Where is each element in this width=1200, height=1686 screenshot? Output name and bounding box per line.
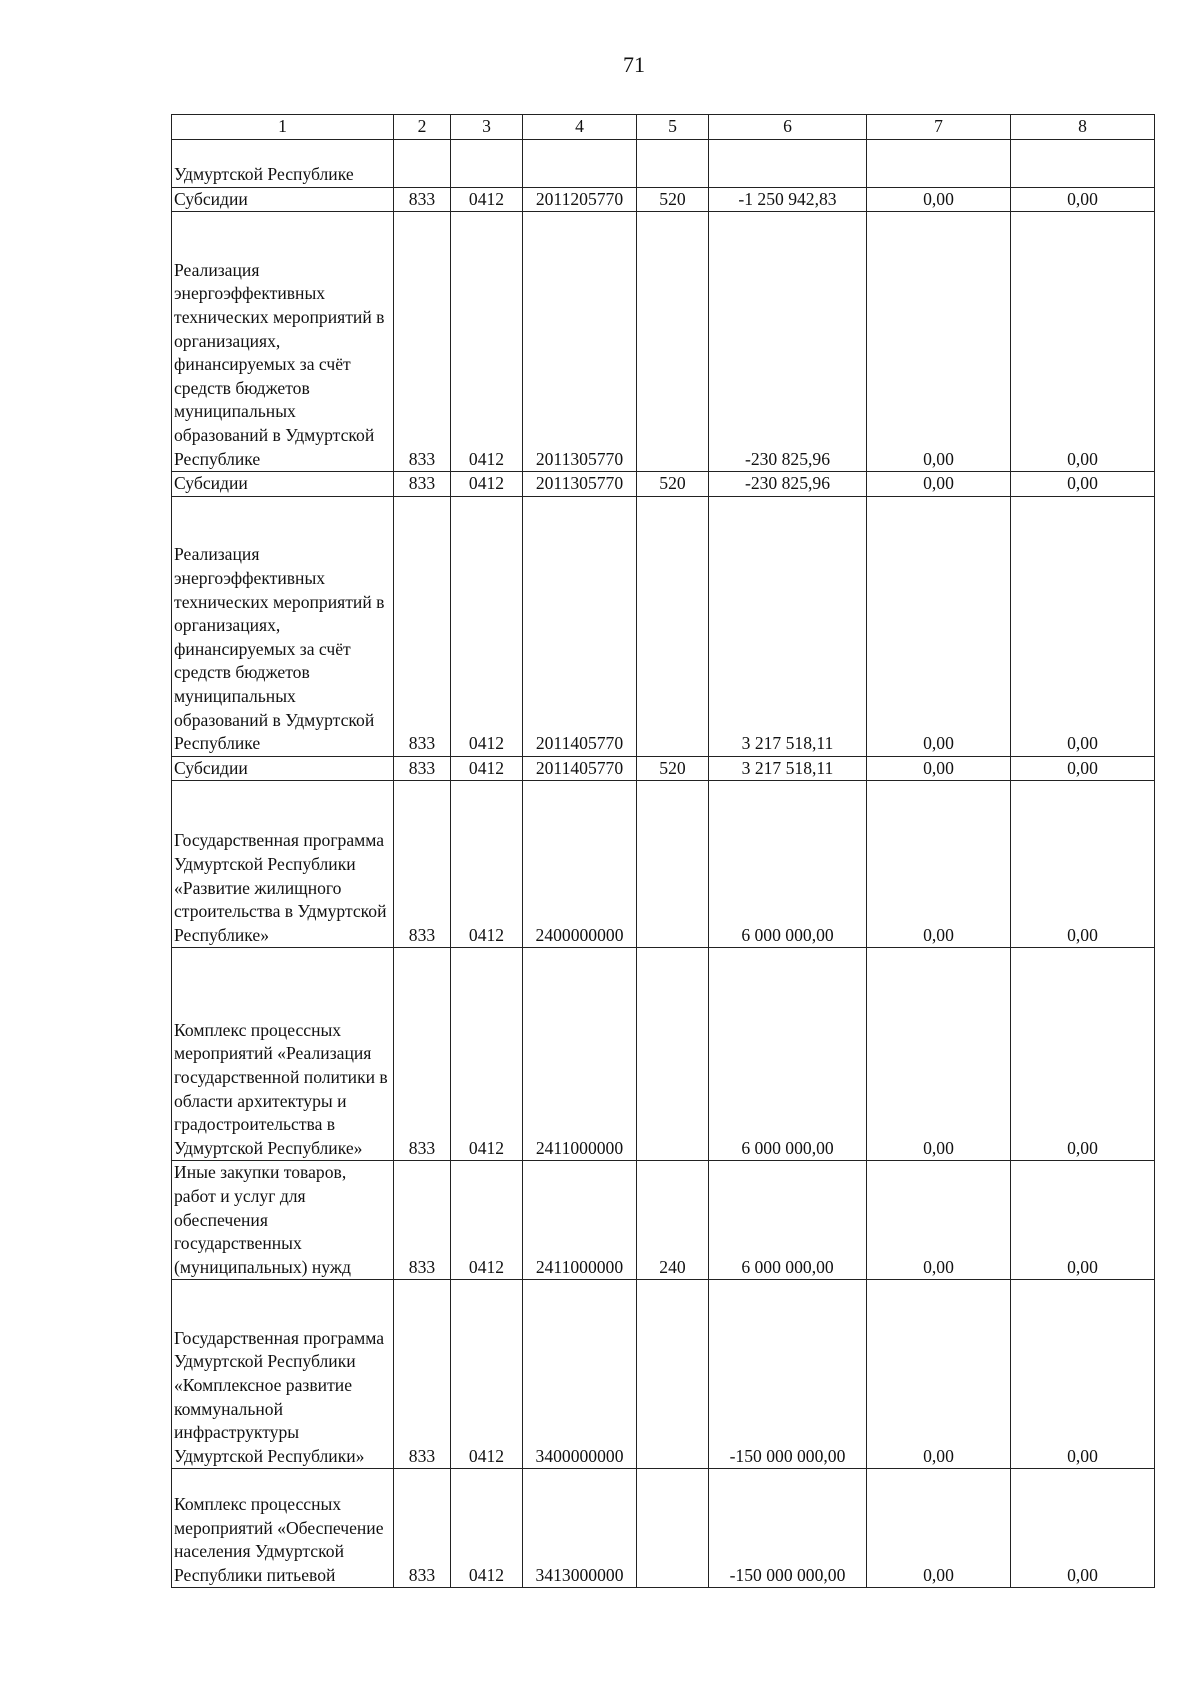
table-row — [172, 1469, 1155, 1588]
cell-amount: 0,00 — [867, 756, 1011, 781]
table-row — [172, 139, 1155, 187]
cell-amount: 0,00 — [1011, 1469, 1155, 1588]
cell-amount: 0,00 — [1011, 187, 1155, 212]
column-number-row — [172, 115, 1155, 140]
cell-target-code: 2011205770 — [523, 187, 637, 212]
cell-target-code: 2411000000 — [523, 948, 637, 1161]
cell-section-code: 0412 — [451, 1280, 523, 1469]
item-name: Удмуртской Республике — [172, 139, 394, 187]
item-name: Государственная программа Удмуртской Республики «Комплексное развитие коммунальной инфраструктуры Удмуртской Республики» — [172, 1280, 394, 1469]
cell-amount: 0,00 — [1011, 781, 1155, 948]
cell-section-code: 0412 — [451, 1469, 523, 1588]
cell-amount: 0,00 — [867, 1469, 1011, 1588]
cell-expense-type — [637, 212, 709, 472]
cell-expense-type — [637, 1280, 709, 1469]
cell-ministry-code: 833 — [394, 781, 451, 948]
cell-amount: 0,00 — [1011, 1280, 1155, 1469]
cell-ministry-code: 833 — [394, 472, 451, 497]
table-row — [172, 212, 1155, 472]
cell-ministry-code: 833 — [394, 187, 451, 212]
cell-expense-type — [637, 948, 709, 1161]
cell-amount: 3 217 518,11 — [709, 496, 867, 756]
cell-amount: -1 250 942,83 — [709, 187, 867, 212]
table-row — [172, 496, 1155, 756]
cell-expense-type: 520 — [637, 472, 709, 497]
item-name: Субсидии — [172, 472, 394, 497]
table-row — [172, 472, 1155, 497]
item-name: Реализация энергоэффективных технических мероприятий в организациях, финансируемых за счёт средств бюджетов муниципальных образований в Удмуртской Республике — [172, 496, 394, 756]
cell-ministry-code: 833 — [394, 1161, 451, 1280]
cell-amount: 6 000 000,00 — [709, 1161, 867, 1280]
cell-expense-type: 520 — [637, 187, 709, 212]
column-header: 3 — [451, 115, 523, 140]
item-name: Субсидии — [172, 187, 394, 212]
item-name: Реализация энергоэффективных технических мероприятий в организациях, финансируемых за счёт средств бюджетов муниципальных образований в Удмуртской Республике — [172, 212, 394, 472]
cell-section-code — [451, 139, 523, 187]
cell-section-code: 0412 — [451, 948, 523, 1161]
column-header: 1 — [172, 115, 394, 140]
column-header: 6 — [709, 115, 867, 140]
cell-ministry-code: 833 — [394, 1280, 451, 1469]
cell-amount: 0,00 — [867, 212, 1011, 472]
cell-section-code: 0412 — [451, 496, 523, 756]
cell-amount: 3 217 518,11 — [709, 756, 867, 781]
cell-amount: 0,00 — [867, 496, 1011, 756]
column-header: 4 — [523, 115, 637, 140]
cell-target-code: 2011405770 — [523, 756, 637, 781]
cell-ministry-code: 833 — [394, 1469, 451, 1588]
cell-ministry-code: 833 — [394, 948, 451, 1161]
column-header: 8 — [1011, 115, 1155, 140]
cell-target-code: 3400000000 — [523, 1280, 637, 1469]
cell-target-code: 3413000000 — [523, 1469, 637, 1588]
item-name: Комплекс процессных мероприятий «Реализация государственной политики в области архитектуры и градостроительства в Удмуртской Республике» — [172, 948, 394, 1161]
table-row — [172, 1280, 1155, 1469]
cell-amount — [1011, 139, 1155, 187]
table-row — [172, 1161, 1155, 1280]
cell-section-code: 0412 — [451, 187, 523, 212]
cell-target-code: 2011405770 — [523, 496, 637, 756]
cell-target-code: 2011305770 — [523, 212, 637, 472]
column-header: 7 — [867, 115, 1011, 140]
cell-expense-type — [637, 781, 709, 948]
cell-target-code — [523, 139, 637, 187]
cell-ministry-code: 833 — [394, 496, 451, 756]
item-name: Государственная программа Удмуртской Республики «Развитие жилищного строительства в Удмуртской Республике» — [172, 781, 394, 948]
cell-section-code: 0412 — [451, 472, 523, 497]
cell-ministry-code — [394, 139, 451, 187]
cell-amount: 0,00 — [867, 187, 1011, 212]
table-row — [172, 756, 1155, 781]
cell-amount: 0,00 — [867, 1161, 1011, 1280]
page-number: 71 — [623, 52, 645, 77]
cell-ministry-code: 833 — [394, 212, 451, 472]
cell-expense-type — [637, 496, 709, 756]
table-row — [172, 187, 1155, 212]
column-header: 2 — [394, 115, 451, 140]
cell-amount: 0,00 — [1011, 1161, 1155, 1280]
budget-table — [171, 114, 1155, 1588]
cell-amount: 0,00 — [1011, 948, 1155, 1161]
item-name: Комплекс процессных мероприятий «Обеспечение населения Удмуртской Республики питьевой — [172, 1469, 394, 1588]
item-name: Субсидии — [172, 756, 394, 781]
cell-amount: 0,00 — [1011, 496, 1155, 756]
cell-amount: 6 000 000,00 — [709, 948, 867, 1161]
cell-amount: 0,00 — [1011, 212, 1155, 472]
cell-amount: 0,00 — [1011, 472, 1155, 497]
cell-amount: -230 825,96 — [709, 472, 867, 497]
cell-section-code: 0412 — [451, 1161, 523, 1280]
cell-target-code: 2011305770 — [523, 472, 637, 497]
cell-amount: -150 000 000,00 — [709, 1280, 867, 1469]
cell-section-code: 0412 — [451, 212, 523, 472]
column-header: 5 — [637, 115, 709, 140]
cell-target-code: 2411000000 — [523, 1161, 637, 1280]
cell-expense-type — [637, 1469, 709, 1588]
cell-amount: -150 000 000,00 — [709, 1469, 867, 1588]
cell-ministry-code: 833 — [394, 756, 451, 781]
cell-amount: -230 825,96 — [709, 212, 867, 472]
table-row — [172, 781, 1155, 948]
cell-amount: 0,00 — [867, 472, 1011, 497]
cell-amount — [867, 139, 1011, 187]
cell-amount — [709, 139, 867, 187]
cell-amount: 0,00 — [867, 1280, 1011, 1469]
cell-target-code: 2400000000 — [523, 781, 637, 948]
cell-expense-type — [637, 139, 709, 187]
cell-amount: 0,00 — [867, 781, 1011, 948]
item-name: Иные закупки товаров, работ и услуг для обеспечения государственных (муниципальных) нужд — [172, 1161, 394, 1280]
cell-amount: 0,00 — [1011, 756, 1155, 781]
cell-amount: 0,00 — [867, 948, 1011, 1161]
table-row — [172, 948, 1155, 1161]
cell-expense-type: 520 — [637, 756, 709, 781]
cell-section-code: 0412 — [451, 756, 523, 781]
cell-amount: 6 000 000,00 — [709, 781, 867, 948]
cell-expense-type: 240 — [637, 1161, 709, 1280]
cell-section-code: 0412 — [451, 781, 523, 948]
